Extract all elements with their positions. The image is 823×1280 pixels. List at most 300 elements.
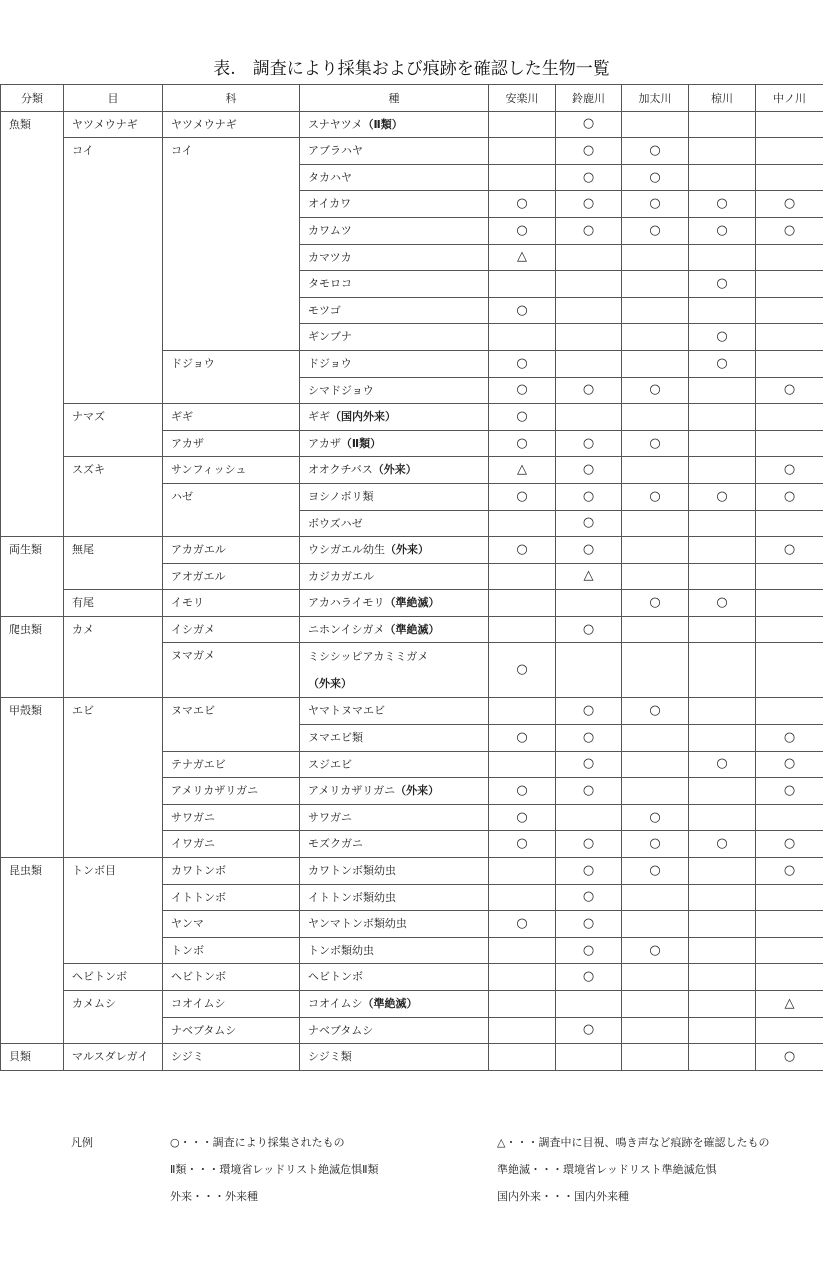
collected-mark: ○: [556, 964, 622, 991]
species-cell: [300, 111, 489, 138]
empty-cell: [489, 271, 556, 298]
header-row: [1, 85, 823, 112]
collected-mark: ○: [489, 911, 556, 938]
empty-cell: [489, 884, 556, 911]
collected-mark: ○: [556, 164, 622, 191]
collected-mark: ○: [689, 324, 756, 351]
empty-cell: [756, 271, 823, 298]
species-name: カワトンボ類幼虫: [308, 864, 396, 878]
empty-cell: [556, 643, 622, 698]
collected-mark: ○: [556, 377, 622, 404]
col-header-family: 科: [163, 85, 300, 112]
empty-cell: [756, 804, 823, 831]
empty-cell: [689, 911, 756, 938]
species-name: カジカガエル: [308, 569, 374, 583]
collected-mark: ○: [622, 483, 689, 510]
empty-cell: [689, 858, 756, 885]
collected-mark: ○: [489, 217, 556, 244]
table-title: 表. 調査により採集および痕跡を確認した生物一覧: [213, 59, 610, 79]
collected-mark: ○: [556, 831, 622, 858]
family-cell: アオガエル: [163, 563, 300, 590]
species-status-note: （外来）: [308, 677, 352, 691]
species-cell: [300, 138, 489, 165]
species-status-note: （準絶滅）: [384, 596, 440, 610]
species-name: ヨシノボリ類: [308, 489, 374, 503]
col-header-river: 中ノ川: [756, 85, 823, 112]
empty-cell: [689, 725, 756, 752]
empty-cell: [756, 138, 823, 165]
class-cell: 魚類: [1, 111, 64, 537]
collected-mark: ○: [756, 778, 823, 805]
order-cell: マルスダレガイ: [64, 1044, 163, 1071]
collected-mark: ○: [556, 457, 622, 484]
table-row: [1, 616, 823, 643]
empty-cell: [756, 1017, 823, 1044]
species-name: シジミ類: [308, 1050, 352, 1064]
collected-mark: ○: [556, 858, 622, 885]
collected-mark: ○: [489, 804, 556, 831]
empty-cell: [756, 911, 823, 938]
empty-cell: [756, 244, 823, 271]
class-cell: 両生類: [1, 537, 64, 617]
empty-cell: [756, 698, 823, 725]
empty-cell: [689, 1017, 756, 1044]
order-cell: カメ: [64, 616, 163, 698]
species-cell: [300, 537, 489, 564]
table-row: [1, 537, 823, 564]
empty-cell: [489, 138, 556, 165]
species-cell: [300, 164, 489, 191]
collected-mark: ○: [756, 725, 823, 752]
collected-mark: ○: [489, 483, 556, 510]
species-name: ギンブナ: [308, 330, 352, 344]
species-name: ヌマエビ類: [308, 731, 363, 745]
order-cell: カメムシ: [64, 991, 163, 1044]
species-status-note: （国内外来）: [330, 410, 396, 424]
collected-mark: ○: [756, 751, 823, 778]
species-name: ウシガエル幼生: [308, 543, 385, 557]
col-header-class: 分類: [1, 85, 64, 112]
family-cell: コイ: [163, 138, 300, 351]
species-name: スジエビ: [308, 757, 352, 771]
class-cell: 爬虫類: [1, 616, 64, 698]
empty-cell: [689, 377, 756, 404]
family-cell: カワトンボ: [163, 858, 300, 885]
empty-cell: [756, 884, 823, 911]
empty-cell: [622, 778, 689, 805]
empty-cell: [689, 138, 756, 165]
species-cell: [300, 563, 489, 590]
species-cell: [300, 698, 489, 725]
collected-mark: ○: [756, 1044, 823, 1071]
species-name: ボウズハゼ: [308, 516, 363, 530]
empty-cell: [622, 563, 689, 590]
legend-item: △・・・調査中に目視、鳴き声など痕跡を確認したもの: [497, 1136, 770, 1149]
col-header-river: 安楽川: [489, 85, 556, 112]
collected-mark: ○: [556, 884, 622, 911]
empty-cell: [756, 404, 823, 431]
species-name: アブラハヤ: [308, 144, 363, 158]
empty-cell: [622, 297, 689, 324]
species-cell: [300, 804, 489, 831]
species-cell: [300, 858, 489, 885]
collected-mark: ○: [489, 350, 556, 377]
class-cell: 甲殻類: [1, 698, 64, 858]
collected-mark: ○: [622, 377, 689, 404]
empty-cell: [689, 884, 756, 911]
empty-cell: [622, 884, 689, 911]
empty-cell: [622, 510, 689, 537]
species-name: ギギ: [308, 410, 330, 424]
empty-cell: [556, 244, 622, 271]
legend-item: 外来・・・外来種: [170, 1190, 258, 1203]
empty-cell: [489, 510, 556, 537]
species-name: ミシシッピアカミミガメ: [308, 650, 429, 664]
species-name: タカハヤ: [308, 170, 352, 184]
collected-mark: ○: [689, 217, 756, 244]
empty-cell: [689, 991, 756, 1018]
empty-cell: [489, 563, 556, 590]
species-name: オオクチバス: [308, 463, 373, 477]
order-cell: エビ: [64, 698, 163, 858]
collected-mark: ○: [556, 725, 622, 752]
family-cell: テナガエビ: [163, 751, 300, 778]
species-status-note: （外来）: [385, 543, 429, 557]
empty-cell: [622, 911, 689, 938]
table-row: [1, 590, 823, 617]
empty-cell: [489, 164, 556, 191]
species-cell: [300, 404, 489, 431]
empty-cell: [689, 404, 756, 431]
empty-cell: [756, 937, 823, 964]
legend-item: ○・・・調査により採集されたもの: [170, 1136, 345, 1149]
family-cell: シジミ: [163, 1044, 300, 1071]
family-cell: イワガニ: [163, 831, 300, 858]
empty-cell: [689, 563, 756, 590]
species-status-note: （準絶滅）: [384, 622, 440, 636]
collected-mark: ○: [622, 430, 689, 457]
order-cell: 有尾: [64, 590, 163, 617]
empty-cell: [756, 643, 823, 698]
species-cell: [300, 911, 489, 938]
family-cell: ギギ: [163, 404, 300, 431]
empty-cell: [622, 111, 689, 138]
empty-cell: [622, 725, 689, 752]
collected-mark: ○: [622, 590, 689, 617]
table-row: [1, 858, 823, 885]
family-cell: アカザ: [163, 430, 300, 457]
collected-mark: ○: [556, 138, 622, 165]
trace-mark: △: [756, 991, 823, 1018]
empty-cell: [489, 991, 556, 1018]
empty-cell: [556, 350, 622, 377]
table-row: [1, 1044, 823, 1071]
empty-cell: [622, 616, 689, 643]
empty-cell: [556, 271, 622, 298]
empty-cell: [756, 616, 823, 643]
collected-mark: ○: [756, 457, 823, 484]
collected-mark: ○: [556, 217, 622, 244]
species-table: [0, 84, 823, 1071]
collected-mark: ○: [556, 191, 622, 218]
empty-cell: [556, 324, 622, 351]
species-name: ニホンイシガメ: [308, 622, 385, 636]
empty-cell: [689, 1044, 756, 1071]
species-cell: [300, 191, 489, 218]
family-cell: ヌマエビ: [163, 698, 300, 751]
collected-mark: ○: [489, 404, 556, 431]
species-cell: [300, 751, 489, 778]
empty-cell: [489, 590, 556, 617]
collected-mark: ○: [556, 616, 622, 643]
empty-cell: [689, 698, 756, 725]
empty-cell: [756, 590, 823, 617]
empty-cell: [689, 244, 756, 271]
family-cell: イトトンボ: [163, 884, 300, 911]
empty-cell: [689, 964, 756, 991]
species-name: モズクガニ: [308, 837, 363, 851]
species-name: ドジョウ: [308, 356, 352, 370]
family-cell: トンボ: [163, 937, 300, 964]
species-name: サワガニ: [308, 810, 352, 824]
species-cell: [300, 778, 489, 805]
species-cell: [300, 350, 489, 377]
collected-mark: ○: [489, 643, 556, 698]
collected-mark: ○: [489, 297, 556, 324]
empty-cell: [622, 537, 689, 564]
table-row: [1, 111, 823, 138]
table-row: [1, 991, 823, 1018]
empty-cell: [689, 297, 756, 324]
family-cell: ハゼ: [163, 483, 300, 536]
collected-mark: ○: [689, 831, 756, 858]
empty-cell: [756, 563, 823, 590]
collected-mark: ○: [689, 483, 756, 510]
family-cell: ドジョウ: [163, 350, 300, 403]
collected-mark: ○: [489, 537, 556, 564]
empty-cell: [756, 350, 823, 377]
col-header-order: 目: [64, 85, 163, 112]
table-row: [1, 457, 823, 484]
collected-mark: ○: [756, 377, 823, 404]
empty-cell: [622, 964, 689, 991]
table-row: [1, 698, 823, 725]
table-row: [1, 404, 823, 431]
collected-mark: ○: [489, 725, 556, 752]
empty-cell: [489, 1044, 556, 1071]
empty-cell: [689, 937, 756, 964]
empty-cell: [689, 457, 756, 484]
family-cell: ヤンマ: [163, 911, 300, 938]
order-cell: ヘビトンボ: [64, 964, 163, 991]
collected-mark: ○: [689, 751, 756, 778]
empty-cell: [489, 698, 556, 725]
species-name: ナベブタムシ: [308, 1023, 374, 1037]
empty-cell: [622, 991, 689, 1018]
species-cell: [300, 457, 489, 484]
order-cell: スズキ: [64, 457, 163, 537]
collected-mark: ○: [756, 537, 823, 564]
species-name: アメリカザリガニ: [308, 784, 396, 798]
class-cell: 貝類: [1, 1044, 64, 1071]
order-cell: コイ: [64, 138, 163, 404]
species-cell: [300, 831, 489, 858]
trace-mark: △: [489, 457, 556, 484]
empty-cell: [689, 510, 756, 537]
table-row: [1, 138, 823, 165]
empty-cell: [556, 1044, 622, 1071]
species-name: カマツカ: [308, 250, 352, 264]
collected-mark: ○: [622, 164, 689, 191]
collected-mark: ○: [556, 751, 622, 778]
collected-mark: ○: [689, 191, 756, 218]
species-cell: [300, 884, 489, 911]
collected-mark: ○: [556, 111, 622, 138]
empty-cell: [489, 616, 556, 643]
empty-cell: [622, 244, 689, 271]
empty-cell: [489, 111, 556, 138]
family-cell: ヤツメウナギ: [163, 111, 300, 138]
empty-cell: [756, 510, 823, 537]
collected-mark: ○: [556, 1017, 622, 1044]
empty-cell: [622, 457, 689, 484]
collected-mark: ○: [556, 911, 622, 938]
collected-mark: ○: [556, 698, 622, 725]
empty-cell: [622, 643, 689, 698]
collected-mark: ○: [489, 430, 556, 457]
species-cell: [300, 590, 489, 617]
empty-cell: [622, 324, 689, 351]
collected-mark: ○: [756, 831, 823, 858]
empty-cell: [689, 778, 756, 805]
collected-mark: ○: [622, 698, 689, 725]
collected-mark: ○: [556, 778, 622, 805]
empty-cell: [756, 324, 823, 351]
species-cell: [300, 483, 489, 510]
order-cell: トンボ目: [64, 858, 163, 964]
empty-cell: [556, 991, 622, 1018]
species-cell: [300, 1044, 489, 1071]
empty-cell: [689, 616, 756, 643]
collected-mark: ○: [689, 350, 756, 377]
species-name: ヤマトヌマエビ: [308, 704, 385, 718]
species-name: アカハライモリ: [308, 596, 385, 610]
empty-cell: [689, 643, 756, 698]
species-name: ヘビトンボ: [308, 970, 363, 984]
collected-mark: ○: [756, 191, 823, 218]
legend-item: Ⅱ類・・・環境省レッドリスト絶滅危惧Ⅱ類: [170, 1163, 379, 1176]
family-cell: サワガニ: [163, 804, 300, 831]
empty-cell: [689, 537, 756, 564]
family-cell: ナベブタムシ: [163, 1017, 300, 1044]
empty-cell: [622, 1044, 689, 1071]
collected-mark: ○: [556, 430, 622, 457]
order-cell: ヤツメウナギ: [64, 111, 163, 138]
trace-mark: △: [489, 244, 556, 271]
species-status-note: （準絶滅）: [362, 997, 418, 1010]
empty-cell: [489, 858, 556, 885]
species-cell: [300, 244, 489, 271]
family-cell: アメリカザリガニ: [163, 778, 300, 805]
empty-cell: [689, 111, 756, 138]
empty-cell: [622, 271, 689, 298]
species-name: モツゴ: [308, 303, 341, 317]
empty-cell: [556, 804, 622, 831]
empty-cell: [622, 1017, 689, 1044]
col-header-species: 種: [300, 85, 489, 112]
species-cell: [300, 616, 489, 643]
collected-mark: ○: [689, 271, 756, 298]
family-cell: イモリ: [163, 590, 300, 617]
legend-item: 準絶滅・・・環境省レッドリスト準絶滅危惧: [497, 1163, 717, 1176]
species-name: アカザ: [308, 436, 341, 450]
species-name: カワムツ: [308, 223, 352, 237]
collected-mark: ○: [556, 483, 622, 510]
species-status-note: （外来）: [372, 463, 417, 477]
species-cell: [300, 377, 489, 404]
collected-mark: ○: [622, 191, 689, 218]
collected-mark: ○: [489, 191, 556, 218]
species-name: トンボ類幼虫: [308, 943, 374, 957]
collected-mark: ○: [556, 937, 622, 964]
collected-mark: ○: [622, 804, 689, 831]
family-cell: イシガメ: [163, 616, 300, 643]
empty-cell: [756, 111, 823, 138]
empty-cell: [489, 937, 556, 964]
species-cell: [300, 1017, 489, 1044]
collected-mark: ○: [489, 831, 556, 858]
legend-item: 国内外来・・・国内外来種: [497, 1190, 629, 1203]
species-name: スナヤツメ: [308, 117, 363, 131]
collected-mark: ○: [756, 858, 823, 885]
family-cell: サンフィッシュ: [163, 457, 300, 484]
species-status-note: （Ⅱ類）: [340, 436, 382, 450]
family-cell: ヌマガメ: [163, 643, 300, 698]
col-header-river: 鈴鹿川: [556, 85, 622, 112]
trace-mark: △: [556, 563, 622, 590]
species-name: タモロコ: [308, 277, 352, 291]
empty-cell: [756, 164, 823, 191]
empty-cell: [489, 751, 556, 778]
collected-mark: ○: [756, 483, 823, 510]
empty-cell: [489, 324, 556, 351]
empty-cell: [622, 350, 689, 377]
species-name: コオイムシ: [308, 997, 363, 1010]
empty-cell: [756, 297, 823, 324]
species-cell: [300, 271, 489, 298]
species-cell: [300, 510, 489, 537]
family-cell: ヘビトンボ: [163, 964, 300, 991]
empty-cell: [756, 964, 823, 991]
class-cell: 昆虫類: [1, 858, 64, 1044]
collected-mark: ○: [489, 377, 556, 404]
collected-mark: ○: [622, 138, 689, 165]
empty-cell: [622, 404, 689, 431]
collected-mark: ○: [556, 537, 622, 564]
collected-mark: ○: [622, 858, 689, 885]
empty-cell: [689, 164, 756, 191]
species-cell: [300, 937, 489, 964]
species-name: イトトンボ類幼虫: [308, 890, 396, 904]
species-name: シマドジョウ: [308, 383, 374, 397]
species-cell: [300, 297, 489, 324]
species-name: オイカワ: [308, 197, 352, 211]
collected-mark: ○: [622, 937, 689, 964]
species-cell: [300, 643, 489, 698]
empty-cell: [689, 804, 756, 831]
species-name: ヤンマトンボ類幼虫: [308, 917, 407, 931]
empty-cell: [756, 430, 823, 457]
